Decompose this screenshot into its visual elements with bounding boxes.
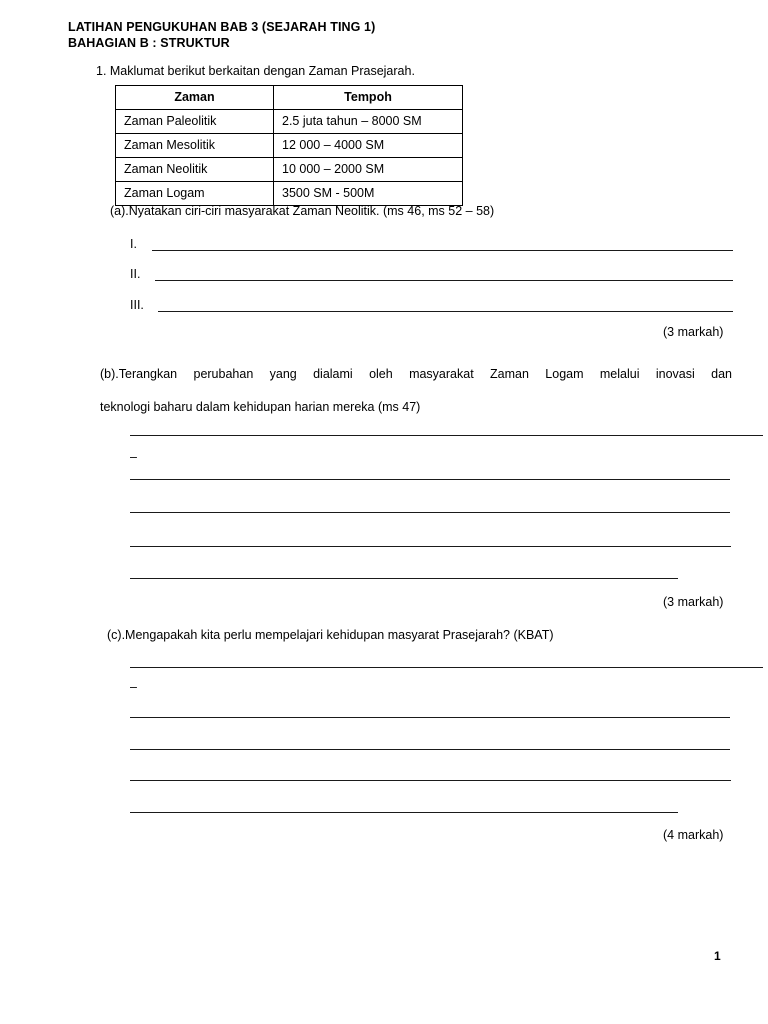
table-header-row bbox=[116, 86, 463, 110]
answer-line-i[interactable] bbox=[152, 250, 733, 251]
answer-label-i: I. bbox=[130, 237, 137, 251]
question-1b-prompt bbox=[100, 358, 732, 424]
marks-1b: (3 markah) bbox=[663, 595, 724, 609]
table-cell-zaman: Zaman Neolitik bbox=[116, 158, 274, 182]
table-header-zaman: Zaman bbox=[116, 86, 274, 110]
answer-line-1c-2[interactable] bbox=[130, 717, 730, 718]
document-title-line-1: LATIHAN PENGUKUHAN BAB 3 (SEJARAH TING 1) bbox=[68, 20, 376, 34]
answer-label-ii: II. bbox=[130, 267, 141, 281]
stray-dash-1c: – bbox=[130, 680, 137, 694]
prasejarah-table bbox=[115, 85, 463, 206]
answer-line-1b-5[interactable] bbox=[130, 578, 678, 579]
answer-label-iii: III. bbox=[130, 298, 144, 312]
document-title-line-2: BAHAGIAN B : STRUKTUR bbox=[68, 36, 230, 50]
table-row bbox=[116, 158, 463, 182]
page-number: 1 bbox=[714, 949, 721, 963]
table-row bbox=[116, 134, 463, 158]
answer-line-1c-1[interactable] bbox=[130, 667, 763, 668]
document-title bbox=[68, 19, 375, 51]
table-cell-zaman: Zaman Logam bbox=[116, 182, 274, 206]
table-cell-tempoh: 10 000 – 2000 SM bbox=[274, 158, 463, 182]
table-cell-zaman: Zaman Paleolitik bbox=[116, 110, 274, 134]
answer-line-1c-4[interactable] bbox=[130, 780, 731, 781]
table-row bbox=[116, 110, 463, 134]
question-1b-prompt-line-1: (b).Terangkan perubahan yang dialami oleh masyarakat Zaman Logam melalui inovasi dan bbox=[100, 367, 732, 381]
answer-line-1c-3[interactable] bbox=[130, 749, 730, 750]
question-1b-prompt-line-2: teknologi baharu dalam kehidupan harian mereka (ms 47) bbox=[100, 400, 421, 414]
marks-1a: (3 markah) bbox=[663, 325, 724, 339]
answer-line-1b-4[interactable] bbox=[130, 546, 731, 547]
question-1a-prompt: (a).Nyatakan ciri-ciri masyarakat Zaman Neolitik. (ms 46, ms 52 – 58) bbox=[110, 204, 495, 218]
answer-line-ii[interactable] bbox=[155, 280, 733, 281]
answer-line-1c-5[interactable] bbox=[130, 812, 678, 813]
stray-dash-1b: – bbox=[130, 450, 137, 464]
answer-line-1b-2[interactable] bbox=[130, 479, 730, 480]
answer-line-1b-3[interactable] bbox=[130, 512, 730, 513]
table-header-tempoh: Tempoh bbox=[274, 86, 463, 110]
answer-line-iii[interactable] bbox=[158, 311, 733, 312]
table-cell-tempoh: 2.5 juta tahun – 8000 SM bbox=[274, 110, 463, 134]
answer-line-1b-1[interactable] bbox=[130, 435, 763, 436]
question-1c-prompt: (c).Mengapakah kita perlu mempelajari kehidupan masyarat Prasejarah? (KBAT) bbox=[107, 628, 554, 642]
table-cell-tempoh: 12 000 – 4000 SM bbox=[274, 134, 463, 158]
table-cell-zaman: Zaman Mesolitik bbox=[116, 134, 274, 158]
table-cell-tempoh: 3500 SM - 500M bbox=[274, 182, 463, 206]
question-1-stem: 1. Maklumat berikut berkaitan dengan Zaman Prasejarah. bbox=[96, 64, 415, 78]
marks-1c: (4 markah) bbox=[663, 828, 724, 842]
